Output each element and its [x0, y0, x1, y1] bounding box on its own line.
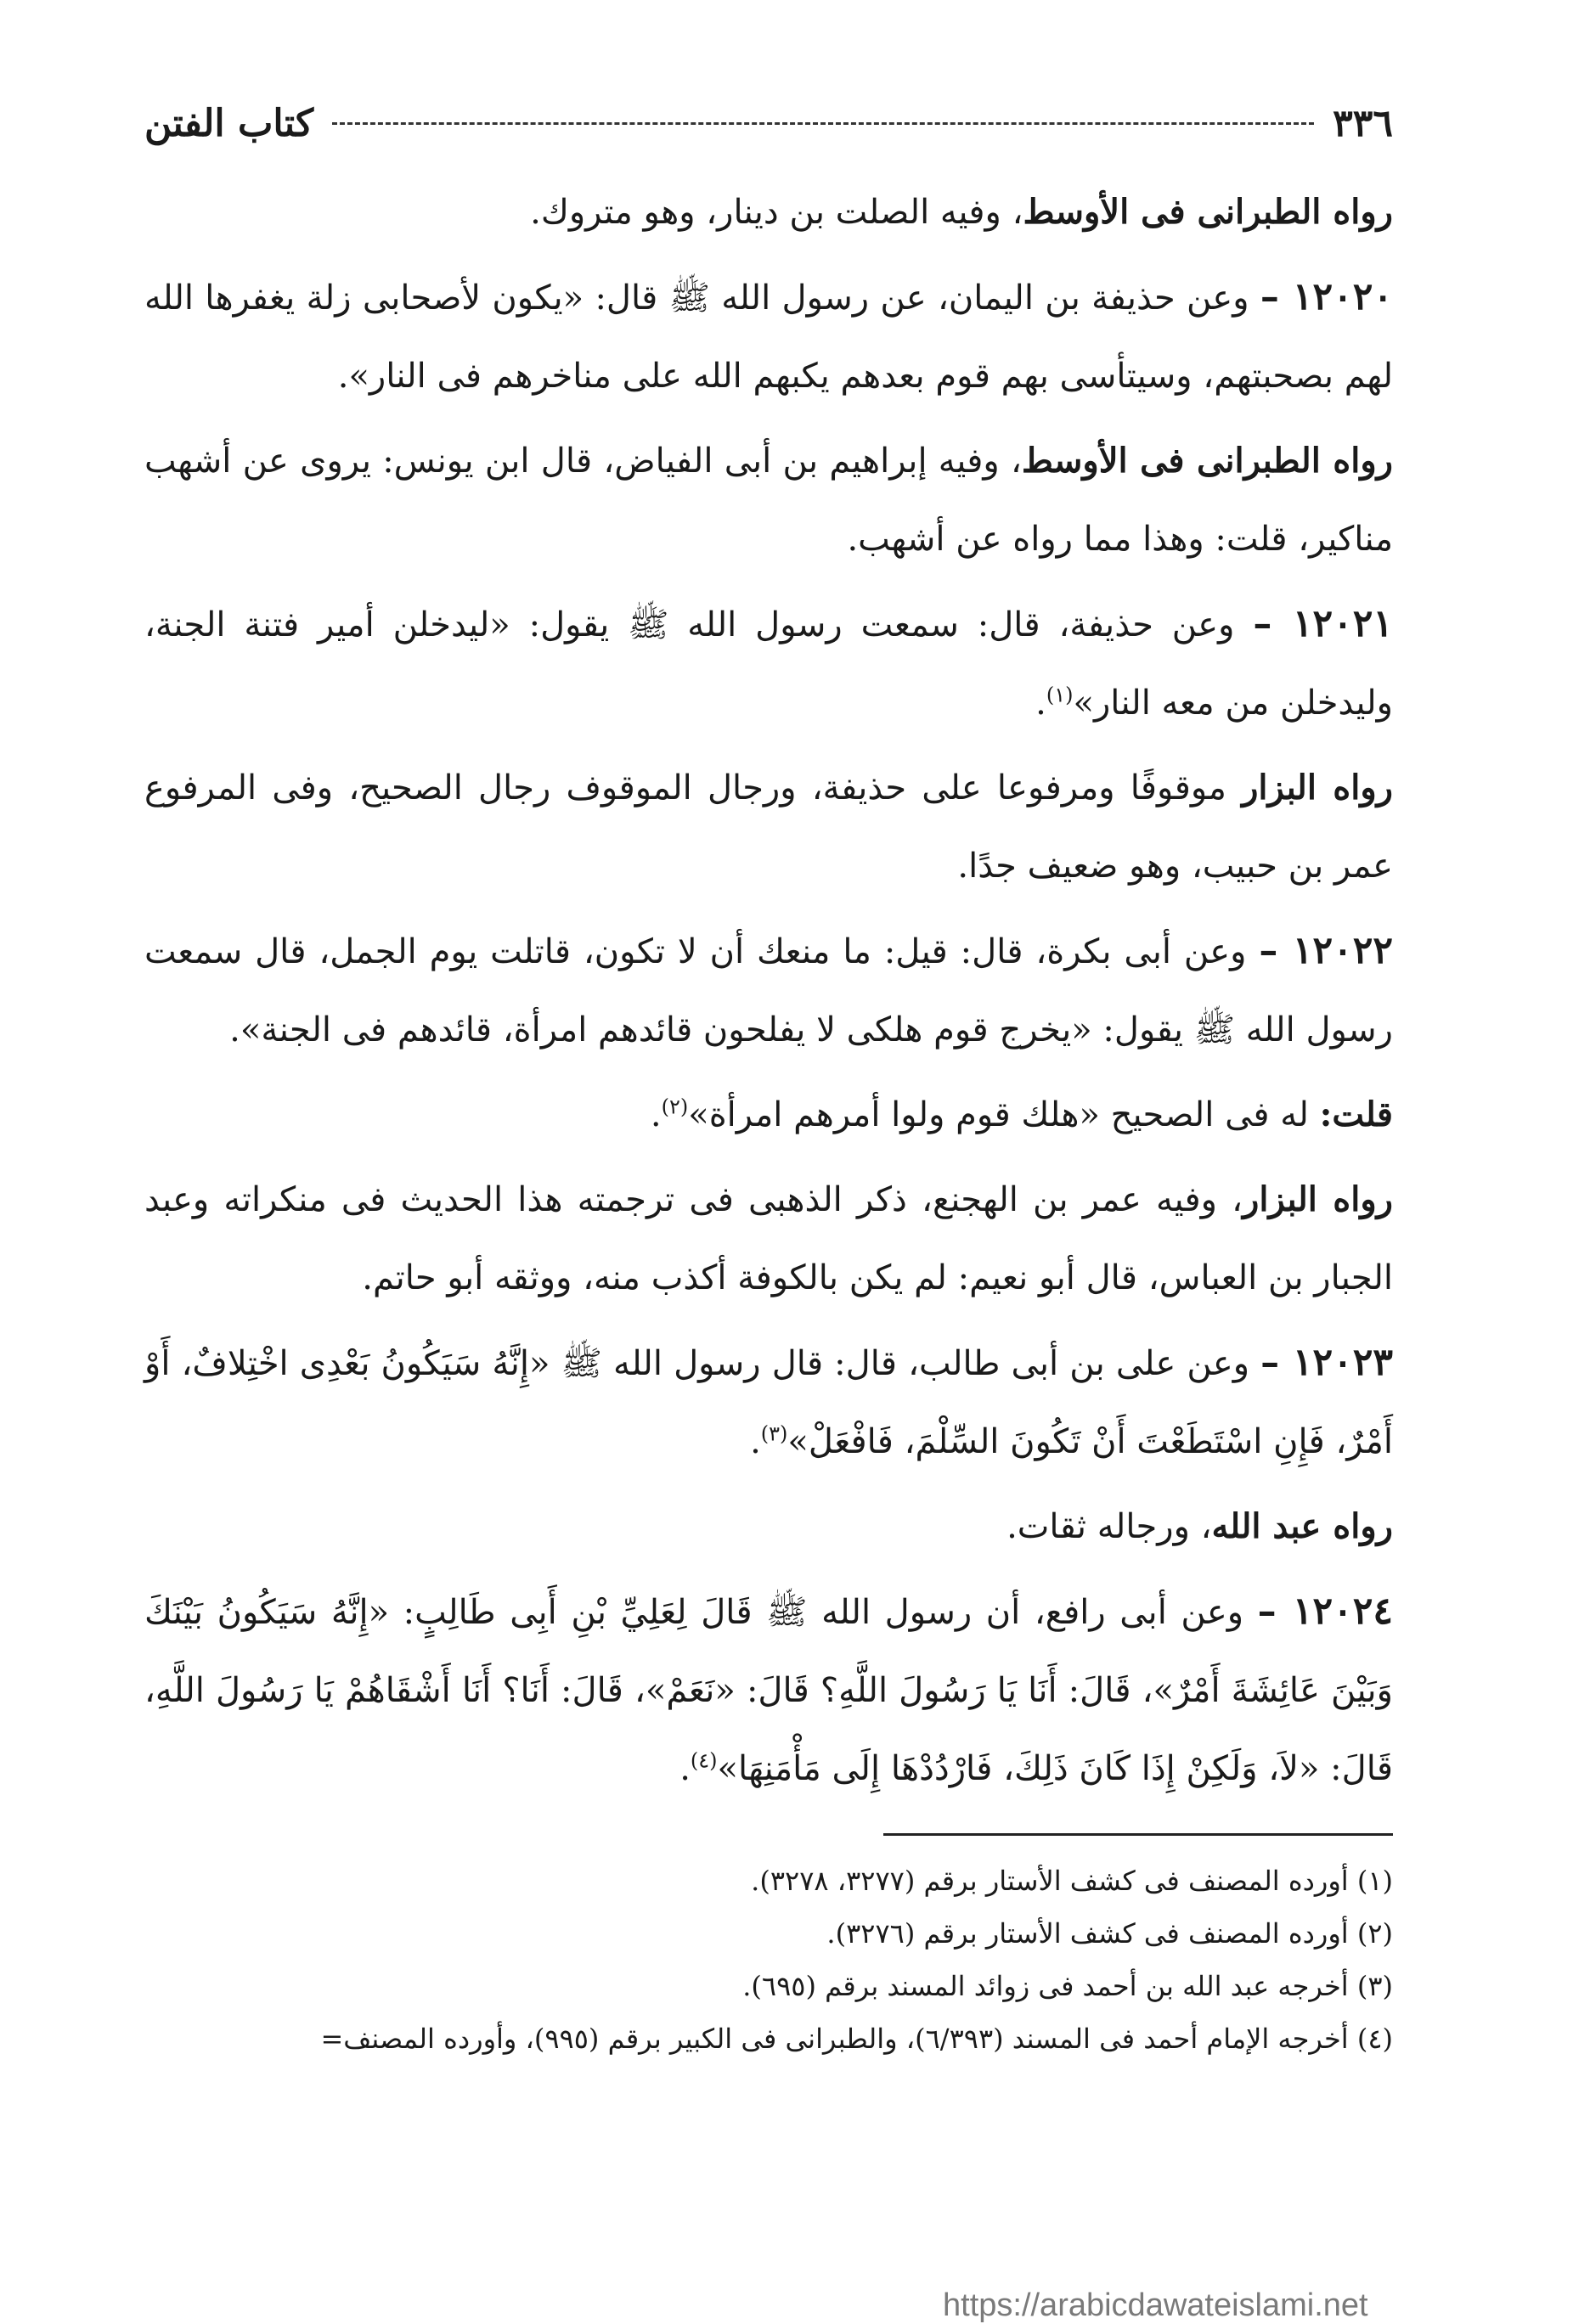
paragraph-p8	[144, 1161, 1393, 1317]
paragraph-text: له فى الصحيح «هلك قوم ولوا أمرهم امرأة»	[688, 1095, 1320, 1134]
paragraph-p11	[144, 1573, 1393, 1808]
footnote-marker: (٣)	[760, 1421, 788, 1446]
source-citation: قلت:	[1319, 1094, 1393, 1134]
footnote-3: (٣) أخرجه عبد الله بن أحمد فى زوائد المسند برقم (٦٩٥).	[742, 1970, 1393, 2002]
paragraph-text: ، ورجاله ثقات.	[1006, 1507, 1212, 1546]
paragraph-p3	[144, 422, 1393, 578]
body-text	[144, 173, 1393, 1808]
footnote-1: (١) أورده المصنف فى كشف الأستار برقم (٣٢٧٧، ٣٢٧٨).	[751, 1865, 1393, 1897]
footnote-2: (٢) أورده المصنف فى كشف الأستار برقم (٣٢٧٦).	[826, 1917, 1393, 1950]
source-citation: رواه عبد الله	[1211, 1506, 1393, 1546]
paragraph-text: .	[679, 1749, 691, 1788]
paragraph-text: .	[1035, 684, 1046, 723]
paragraph-text: وعن أبى رافع، أن رسول الله ﷺ قَالَ لِعَلِيِّ بْنِ أَبِى طَالِبٍ: «إِنَّهُ سَيَكُونُ بَيْنَكَ وَبَيْنَ عَائِشَةَ أَمْرٌ»، قَالَ: أَنَا يَا رَسُولَ اللَّهِ؟ قَالَ: «نَعَمْ»، قَالَ: أَنَا؟ أَنَا أَشْقَاهُمْ يَا رَسُولَ اللَّهِ، قَالَ: «لاَ، وَلَكِنْ إِذَا كَانَ ذَلِكَ، فَارْدُدْهَا إِلَى مَأْمَنِهَا»	[144, 1593, 1393, 1788]
footnote-marker: (٢)	[661, 1094, 689, 1119]
paragraph-p6	[144, 912, 1393, 1069]
paragraph-p5	[144, 749, 1393, 905]
paragraph-text: ، وفيه الصلت بن دينار، وهو متروك.	[530, 193, 1023, 232]
paragraph-p9	[144, 1324, 1393, 1481]
paragraph-text: .	[750, 1422, 761, 1461]
book-title: كتاب الفتن	[144, 101, 314, 145]
hadith-number: ١٢٠٢٢ –	[1259, 929, 1393, 972]
running-header	[144, 93, 1393, 153]
hadith-number: ١٢٠٢١ –	[1253, 602, 1393, 645]
footnote-marker: (٤)	[690, 1748, 718, 1773]
footnote-separator	[883, 1833, 1393, 1836]
hadith-number: ١٢٠٢٣ –	[1260, 1341, 1393, 1384]
source-citation: رواه الطبرانى فى الأوسط	[1023, 192, 1393, 232]
source-citation: رواه البزار	[1243, 1179, 1393, 1219]
paragraph-text: ، وفيه عمر بن الهجنع، ذكر الذهبى فى ترجمته هذا الحديث فى منكراته وعبد الجبار بن العباس، قال أبو نعيم: لم يكن بالكوفة أكذب منه، ووثقه أبو حاتم.	[144, 1180, 1393, 1297]
paragraph-p4	[144, 585, 1393, 742]
source-citation: رواه البزار	[1242, 768, 1394, 807]
paragraph-text: وعن حذيفة، قال: سمعت رسول الله ﷺ يقول: «ليدخلن أمير فتنة الجنة، وليدخلن من معه النار»	[144, 605, 1393, 723]
paragraph-p1	[144, 173, 1393, 251]
paragraph-text: ، وفيه إبراهيم بن أبى الفياض، قال ابن يونس: يروى عن أشهب مناكير، قلت: وهذا مما رواه عن أشهب.	[144, 442, 1393, 559]
paragraph-text: موقوفًا ومرفوعا على حذيفة، ورجال الموقوف رجال الصحيح، وفى المرفوع عمر بن حبيب، وهو ضعيف جدًا.	[144, 768, 1393, 886]
footnotes	[144, 1854, 1393, 2065]
paragraph-text: .	[650, 1095, 662, 1134]
header-dashed-rule	[332, 122, 1314, 125]
paragraph-text: وعن أبى بكرة، قال: قيل: ما منعك أن لا تكون، قاتلت يوم الجمل، قال سمعت رسول الله ﷺ يقول: «يخرج قوم هلكى لا يفلحون قائدهم امرأة، قائدهم فى الجنة».	[144, 932, 1393, 1049]
footnote-4: (٤) أخرجه الإمام أحمد فى المسند (٦/٣٩٣)، والطبرانى فى الكبير برقم (٩٩٥)، وأورده المصنف=	[320, 2023, 1393, 2055]
paragraph-text: وعن على بن أبى طالب، قال: قال رسول الله ﷺ «إِنَّهُ سَيَكُونُ بَعْدِى اخْتِلافٌ، أَوْ أَمْرٌ، فَإِنِ اسْتَطَعْتَ أَنْ تَكُونَ السِّلْمَ، فَافْعَلْ»	[144, 1344, 1393, 1461]
hadith-number: ١٢٠٢٠ –	[1260, 275, 1393, 318]
page-number: ٣٣٦	[1333, 101, 1393, 145]
paragraph-p7	[144, 1076, 1393, 1154]
watermark-url: https://arabicdawateislami.net	[943, 2287, 1368, 2323]
paragraph-p2	[144, 258, 1393, 415]
footnote-marker: (١)	[1046, 683, 1074, 707]
source-citation: رواه الطبرانى فى الأوسط	[1021, 441, 1393, 481]
document-page	[144, 93, 1393, 2284]
paragraph-text: وعن حذيفة بن اليمان، عن رسول الله ﷺ قال: «يكون لأصحابى زلة يغفرها الله لهم بصحبتهم، وسيتأسى بهم قوم بعدهم يكبهم الله على مناخرهم فى النار».	[144, 279, 1393, 396]
paragraph-p10	[144, 1488, 1393, 1566]
hadith-number: ١٢٠٢٤ –	[1257, 1590, 1393, 1633]
